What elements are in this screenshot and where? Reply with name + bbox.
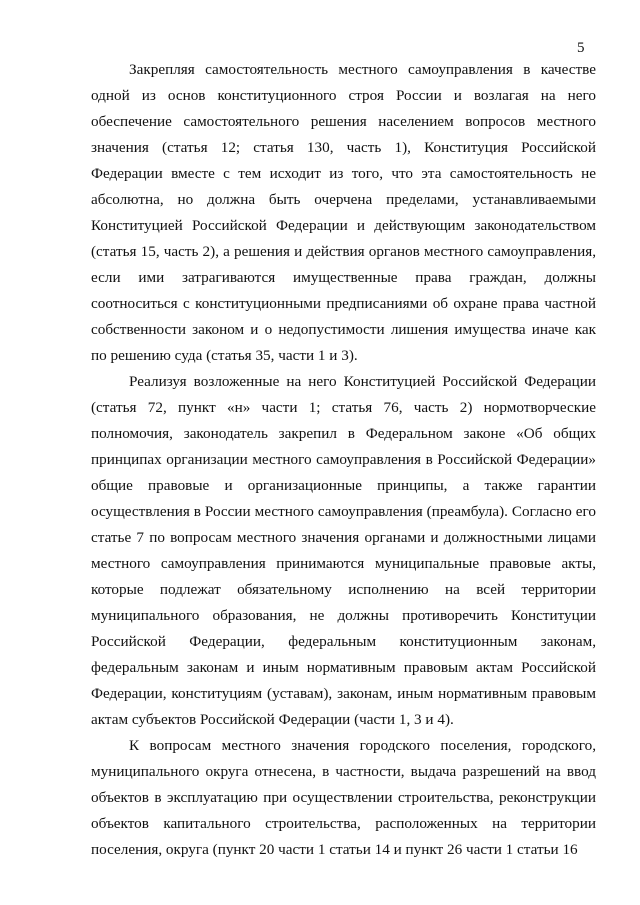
page-number: 5: [577, 40, 585, 56]
document-body: [91, 57, 596, 863]
paragraph: Закрепляя самостоятельность местного самоуправления в качестве одной из основ конституционного строя России и возлагая на него обеспечение самостоятельного решения населением вопросов местного значения (статья 12; статья 130, часть 1), Конституция Российской Федерации вместе с тем исходит из того, что эта самостоятельность не абсолютна, но должна быть очерчена пределами, устанавливаемыми Конституцией Российской Федерации и действующим законодательством (статья 15, часть 2), а решения и действия органов местного самоуправления, если ими затрагиваются имущественные права граждан, должны соотноситься с конституционными предписаниями об охране права частной собственности законом и о недопустимости лишения имущества иначе как по решению суда (статья 35, части 1 и 3).: [91, 61, 596, 364]
paragraph: К вопросам местного значения городского поселения, городского, муниципального округа отнесена, в частности, выдача разрешений на ввод объектов в эксплуатацию при осуществлении строительства, реконструкции объектов капитального строительства, расположенных на территории поселения, округа (пункт 20 части 1 статьи 14 и пункт 26 части 1 статьи 16: [91, 737, 596, 858]
paragraph: Реализуя возложенные на него Конституцией Российской Федерации (статья 72, пункт «н» части 1; статья 76, часть 2) нормотворческие полномочия, законодатель закрепил в Федеральном законе «Об общих принципах организации местного самоуправления в Российской Федерации» общие правовые и организационные принципы, а также гарантии осуществления в России местного самоуправления (преамбула). Согласно его статье 7 по вопросам местного значения органами и должностными лицами местного самоуправления принимаются муниципальные правовые акты, которые подлежат обязательному исполнению на всей территории муниципального образования, не должны противоречить Конституции Российской Федерации, федеральным конституционным законам, федеральным законам и иным нормативным правовым актам Российской Федерации, конституциям (уставам), законам, иным нормативным правовым актам субъектов Российской Федерации (части 1, 3 и 4).: [91, 373, 596, 728]
